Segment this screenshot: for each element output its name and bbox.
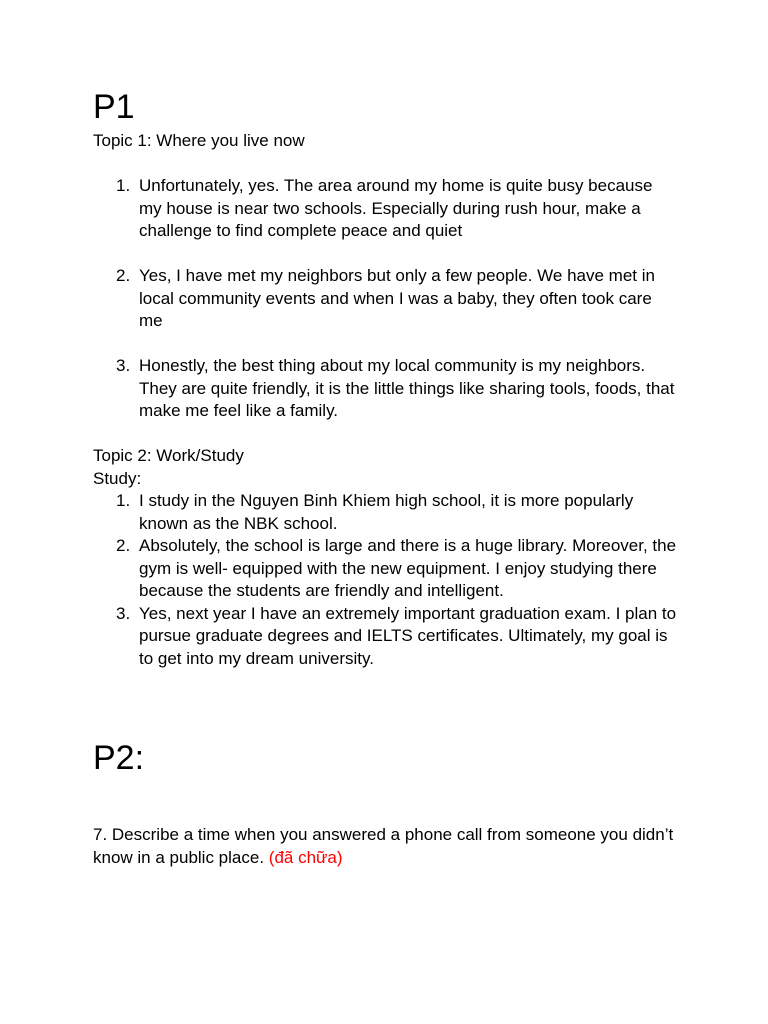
topic1-answer-list	[93, 175, 679, 445]
list-item	[93, 355, 679, 423]
list-item-text: I study in the Nguyen Binh Khiem high school, it is more popularly known as the NBK school.	[139, 491, 634, 533]
list-item-text: Absolutely, the school is large and there is a huge library. Moreover, the gym is well- equipped with the new equipment. I enjoy studying there because the students are friendly and intelligent.	[139, 536, 677, 600]
list-item-number: 1.	[116, 176, 131, 195]
topic2-header	[93, 445, 244, 490]
list-item-text: Honestly, the best thing about my local community is my neighbors. They are quite friendly, it is the little things like sharing tools, foods, that make me feel like a family.	[139, 356, 675, 420]
list-item	[93, 175, 679, 243]
p1-heading: P1	[93, 88, 135, 126]
list-item	[93, 265, 679, 333]
list-item	[93, 535, 679, 603]
list-item-number: 3.	[116, 603, 131, 623]
task-7-text: 7. Describe a time when you answered a phone call from someone you didn’t know in a public place.	[93, 825, 674, 867]
task-7-note: (đã chữa)	[268, 847, 343, 867]
task-7-prompt	[93, 824, 683, 869]
p2-heading: P2:	[93, 739, 145, 777]
list-item-text: Yes, I have met my neighbors but only a few people. We have met in local community events and when I was a baby, they often took care me	[139, 266, 655, 330]
topic2-answer-list	[93, 490, 679, 670]
topic2-subtitle: Study:	[93, 468, 142, 488]
list-item-number: 1.	[116, 491, 131, 510]
list-item-text: Yes, next year I have an extremely important graduation exam. I plan to pursue graduate degrees and IELTS certificates. Ultimately, my goal is to get into my dream university.	[139, 603, 677, 668]
list-item-number: 2.	[116, 266, 131, 285]
list-item	[93, 490, 679, 535]
topic2-title: Topic 2: Work/Study	[93, 446, 244, 465]
topic1-title: Topic 1: Where you live now	[93, 131, 305, 150]
list-item-text: Unfortunately, yes. The area around my home is quite busy because my house is near two schools. Especially during rush hour, make a challenge to find complete peace and quiet	[139, 176, 653, 240]
list-item	[93, 603, 679, 671]
list-item-number: 3.	[116, 356, 131, 375]
list-item-number: 2.	[116, 536, 131, 555]
